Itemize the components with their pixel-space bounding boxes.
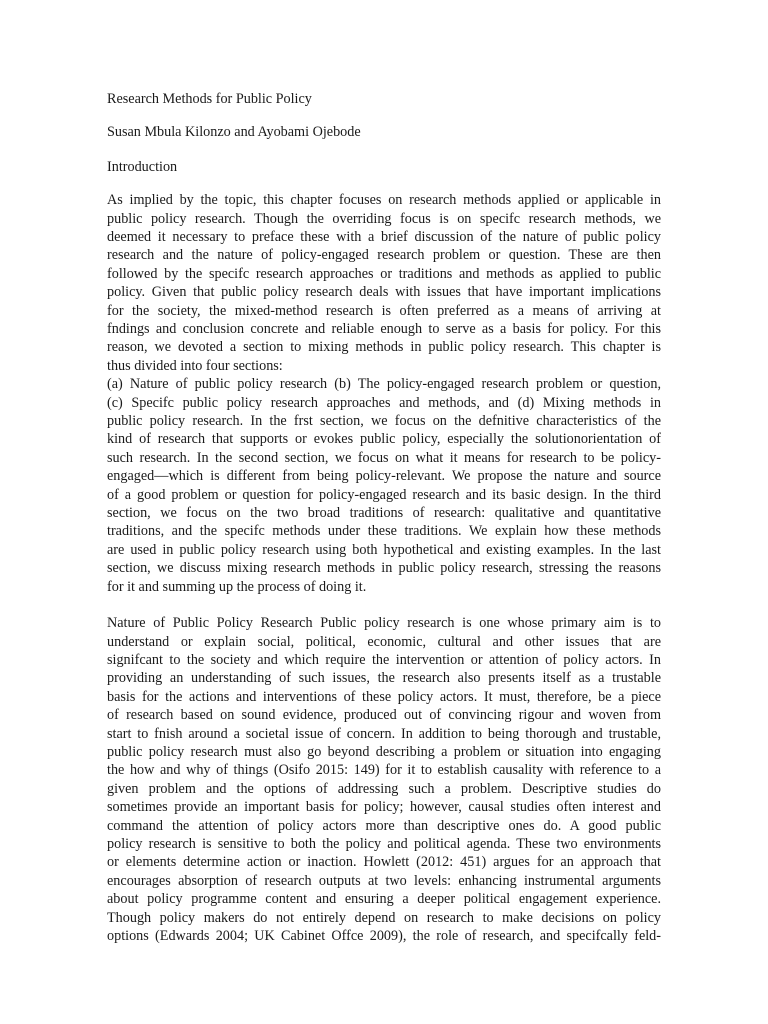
text-line: As implied by the topic, this chapter focuses on research methods applied or applicable in: [107, 192, 661, 209]
text-line: such research. In the second section, we focus on what it means for research to be policy-: [107, 449, 661, 466]
text-line: traditions, and the specifc methods under these traditions. We explain how these methods: [107, 523, 661, 540]
text-line: (a) Nature of public policy research (b) The policy-engaged research problem or question,: [107, 376, 661, 393]
text-line: Though policy makers do not entirely depend on research to make decisions on policy: [107, 909, 661, 926]
text-line: public policy research. In the frst section, we focus on the defnitive characteristics of the: [107, 413, 661, 430]
text-line: or elements determine action or inaction. Howlett (2012: 451) argues for an approach that: [107, 854, 661, 871]
text-line: about policy programme content and ensuring a deeper political engagement experience.: [107, 891, 661, 908]
text-line: for it and summing up the process of doing it.: [107, 578, 367, 595]
text-line: public policy research. Though the overriding focus is on specifc research methods, we: [107, 210, 661, 227]
text-line: basis for the actions and interventions of these policy actors. It must, therefore, be a piece: [107, 688, 661, 705]
text-line: public policy research must also go beyond describing a problem or situation into engaging: [107, 743, 661, 760]
text-line: of a good problem or question for policy-engaged research and its basic design. In the third: [107, 486, 661, 503]
text-line: research and the nature of policy-engaged research problem or question. These are then: [107, 247, 661, 264]
paragraph-nature-of-public-policy-research: [107, 614, 661, 945]
text-line: section, we focus on the two broad traditions of research: qualitative and quantitative: [107, 505, 661, 522]
text-line: engaged—which is different from being policy-relevant. We propose the nature and source: [107, 468, 661, 485]
text-line: options (Edwards 2004; UK Cabinet Offce 2009), the role of research, and specifcally feld-: [107, 928, 661, 945]
paragraph-introduction: [107, 191, 661, 596]
text-line: thus divided into four sections:: [107, 357, 283, 374]
document-page: [107, 90, 661, 945]
text-line: policy. Given that public policy research deals with issues that have important implications: [107, 284, 661, 301]
document-title: Research Methods for Public Policy: [107, 91, 312, 107]
section-heading-introduction: Introduction: [107, 158, 178, 175]
text-line: followed by the specifc research approaches or traditions and methods as applied to public: [107, 265, 661, 282]
text-line: signifcant to the society and which require the intervention or attention of policy actors. In: [107, 651, 661, 668]
text-line: are used in public policy research using both hypothetical and existing examples. In the last: [107, 541, 661, 558]
text-line: start to fnish around a societal issue of concern. In addition to being thorough and trustable,: [107, 725, 661, 742]
text-line: understand or explain social, political, economic, cultural and other issues that are: [107, 633, 661, 650]
text-line: sometimes provide an important basis for policy; however, causal studies often interest and: [107, 799, 661, 816]
text-line: kind of research that supports or evokes public policy, especially the solutionorientation of: [107, 431, 661, 448]
text-line: of research based on sound evidence, produced out of convincing rigour and woven from: [107, 707, 661, 724]
text-line: section, we discuss mixing research methods in public policy research, stressing the reasons: [107, 560, 661, 577]
document-authors: Susan Mbula Kilonzo and Ayobami Ojebode: [107, 124, 361, 141]
text-line: deemed it necessary to preface these with a brief discussion of the nature of public policy: [107, 228, 661, 245]
text-line: reason, we devoted a section to mixing methods in public policy research. This chapter is: [107, 339, 661, 356]
text-line: command the attention of policy actors more than descriptive ones do. A good public: [107, 817, 661, 834]
text-line: encourages absorption of research outputs at two levels: enhancing instrumental arguments: [107, 872, 661, 889]
text-line: fndings and conclusion concrete and reliable enough to serve as a basis for policy. For this: [107, 321, 661, 338]
text-line: Nature of Public Policy Research Public policy research is one whose primary aim is to: [107, 615, 661, 632]
text-line: policy research is sensitive to both the policy and political agenda. These two environments: [107, 835, 661, 852]
text-line: given problem and the options of addressing such a problem. Descriptive studies do: [107, 780, 661, 797]
text-line: the how and why of things (Osifo 2015: 149) for it to establish causality with reference to a: [107, 762, 661, 779]
text-line: providing an understanding of such issues, the research also presents itself as a trustable: [107, 670, 661, 687]
text-line: (c) Specifc public policy research approaches and methods, and (d) Mixing methods in: [107, 394, 661, 411]
text-line: for the society, the mixed-method research is often preferred as a means of arriving at: [107, 302, 661, 319]
